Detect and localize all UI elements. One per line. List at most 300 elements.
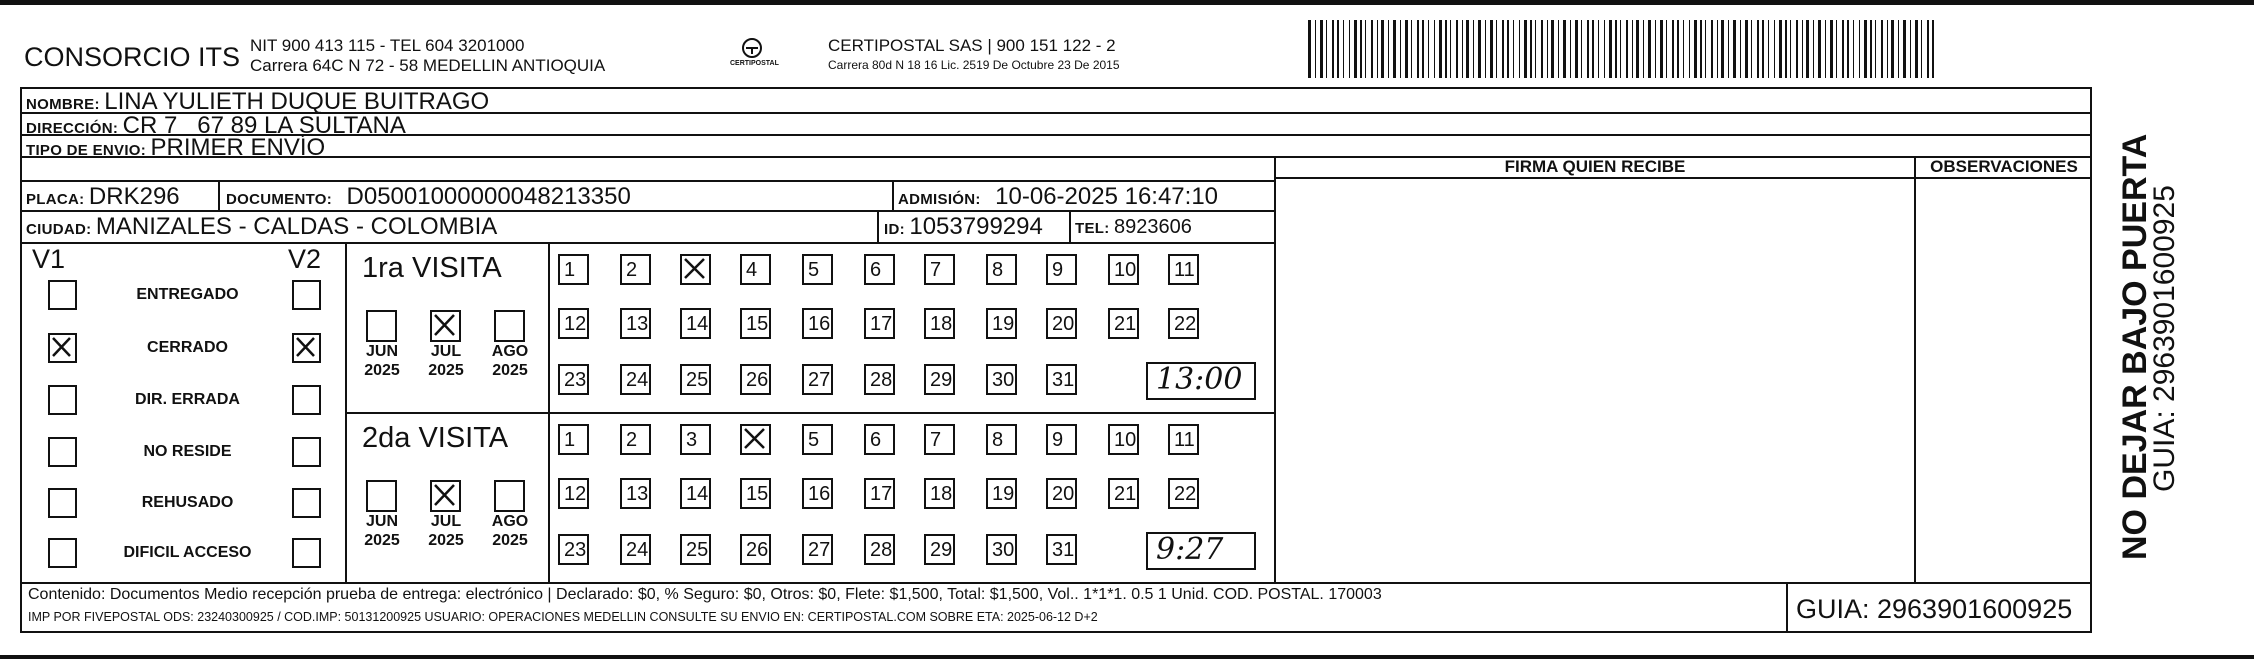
carrier-line2: Carrera 80d N 18 16 Lic. 2519 De Octubre 23 De 2015 [828, 58, 1120, 72]
firma-header: FIRMA QUIEN RECIBE [1504, 157, 1686, 176]
month-name: JUN [365, 343, 398, 360]
v1-checkbox[interactable] [48, 333, 77, 363]
v1-checkbox[interactable] [48, 280, 77, 310]
barcode-bar [1898, 20, 1899, 78]
status-label: DIR. ERRADA [135, 391, 240, 408]
day-box[interactable] [740, 534, 771, 565]
barcode-bar [1779, 20, 1782, 78]
day-box[interactable] [558, 534, 589, 565]
barcode-bar [1836, 20, 1837, 78]
visit-title: 1ra VISITA [362, 252, 502, 284]
barcode-bar [1853, 20, 1854, 78]
v2-label: V2 [288, 244, 322, 274]
barcode-bar [1349, 20, 1350, 78]
barcode-bar [1411, 20, 1412, 78]
barcode-bar [1626, 20, 1628, 78]
barcode-bar [1456, 20, 1458, 78]
carrier-line1: CERTIPOSTAL SAS | 900 151 122 - 2 [828, 36, 1116, 55]
visit-title: 2da VISITA [362, 422, 509, 454]
day-number: 16 [808, 313, 831, 335]
barcode-bar [1524, 20, 1527, 78]
day-box[interactable] [680, 364, 711, 395]
day-number: 1 [564, 429, 576, 451]
rule [1069, 210, 1071, 242]
barcode-bar [1388, 20, 1389, 78]
day-number: 27 [808, 369, 831, 391]
day-box[interactable] [620, 478, 651, 509]
day-box[interactable] [1046, 478, 1077, 509]
day-number: 8 [992, 259, 1004, 281]
day-box[interactable] [802, 424, 833, 455]
barcode-bar [1830, 20, 1833, 78]
rule [892, 180, 894, 210]
barcode-bar [1666, 20, 1667, 78]
barcode-graphic [1308, 20, 1938, 78]
barcode-bar [1728, 20, 1729, 78]
company-name: CONSORCIO ITS [24, 42, 241, 72]
day-number: 7 [930, 259, 942, 281]
barcode-bar [1381, 20, 1384, 78]
day-box[interactable] [558, 254, 589, 285]
month-label [490, 512, 530, 550]
nombre-value: LINA YULIETH DUQUE BUITRAGO [104, 88, 490, 115]
day-number: 29 [930, 539, 953, 561]
day-number: 20 [1052, 313, 1075, 335]
ciudad-label: CIUDAD: [26, 221, 92, 238]
day-box[interactable] [558, 478, 589, 509]
day-number: 24 [626, 369, 649, 391]
barcode-bar [1721, 20, 1724, 78]
barcode-bar [1473, 20, 1474, 78]
barcode-bar [1405, 20, 1408, 78]
check-x-icon [432, 482, 459, 510]
barcode-bar [1581, 20, 1582, 78]
day-number: 22 [1174, 313, 1197, 335]
barcode-bar [1354, 20, 1357, 78]
day-box[interactable] [1108, 478, 1139, 509]
day-number: 2 [626, 429, 638, 451]
day-box[interactable] [1168, 424, 1199, 455]
day-box[interactable] [558, 308, 589, 339]
day-box[interactable] [1046, 534, 1077, 565]
day-number: 21 [1114, 483, 1137, 505]
barcode-bar [1570, 20, 1571, 78]
day-number: 3 [686, 429, 698, 451]
day-box[interactable] [1046, 424, 1077, 455]
day-number: 15 [746, 313, 769, 335]
day-box[interactable] [864, 478, 895, 509]
barcode-bar [1796, 20, 1798, 78]
ciudad-value: MANIZALES - CALDAS - COLOMBIA [95, 213, 498, 240]
month-label [362, 512, 402, 550]
barcode-bar [1927, 20, 1929, 78]
day-box[interactable] [558, 364, 589, 395]
day-box[interactable] [802, 308, 833, 339]
barcode-bar [1751, 20, 1752, 78]
barcode-bar [1400, 20, 1401, 78]
barcode-bar [1450, 20, 1451, 78]
month-checkbox[interactable] [494, 310, 525, 342]
check-x-icon [50, 335, 75, 361]
day-box[interactable] [864, 308, 895, 339]
placa-field [26, 183, 180, 211]
day-number: 10 [1114, 259, 1137, 281]
barcode-bar [1903, 20, 1906, 78]
day-number: 26 [746, 369, 769, 391]
day-box[interactable] [1046, 364, 1077, 395]
v1-checkbox[interactable] [48, 538, 77, 568]
day-box[interactable] [802, 254, 833, 285]
barcode-bar [1813, 20, 1814, 78]
month-name: JUN [365, 513, 398, 530]
barcode-bar [1563, 20, 1566, 78]
day-number: 15 [746, 483, 769, 505]
direccion-label: DIRECCIÓN: [26, 120, 119, 137]
month-name: JUL [430, 513, 462, 530]
barcode-bar [1847, 20, 1849, 78]
rule [1274, 156, 1276, 582]
month-name: AGO [491, 343, 529, 360]
month-checkbox[interactable] [494, 480, 525, 512]
day-number: 12 [564, 313, 587, 335]
day-box[interactable] [1046, 254, 1077, 285]
barcode-bar [1864, 20, 1867, 78]
visit-time: 13:00 [1156, 362, 1243, 397]
barcode-bar [1502, 20, 1504, 78]
day-number: 23 [564, 369, 587, 391]
barcode-bar [1785, 20, 1787, 78]
day-box[interactable] [620, 308, 651, 339]
day-box[interactable] [986, 424, 1017, 455]
barcode-bar [1643, 20, 1644, 78]
documento-label: DOCUMENTO: [226, 191, 333, 208]
barcode-bar [1360, 20, 1362, 78]
barcode-bar [1818, 20, 1821, 78]
nombre-label: NOMBRE: [26, 96, 100, 113]
observaciones-header: OBSERVACIONES [1930, 157, 2078, 176]
day-box[interactable] [986, 364, 1017, 395]
day-box[interactable] [1108, 308, 1139, 339]
barcode-bar [1558, 20, 1559, 78]
barcode-bar [1881, 20, 1883, 78]
barcode-bar [1326, 20, 1327, 78]
v1-checkbox[interactable] [48, 437, 77, 467]
day-box[interactable] [924, 478, 955, 509]
day-box[interactable] [1046, 308, 1077, 339]
barcode-bar [1485, 20, 1486, 78]
barcode-bar [1615, 20, 1617, 78]
day-number: 2 [626, 259, 638, 281]
v2-checkbox[interactable] [292, 437, 321, 467]
barcode-bar [1655, 20, 1656, 78]
day-box[interactable] [740, 308, 771, 339]
day-number: 13 [626, 313, 649, 335]
day-box[interactable] [986, 308, 1017, 339]
day-box[interactable] [558, 424, 589, 455]
barcode-bar [1705, 20, 1706, 78]
barcode-bar [1694, 20, 1697, 78]
day-number: 17 [870, 313, 893, 335]
barcode-bar [1315, 20, 1316, 78]
day-number: 6 [870, 259, 882, 281]
side-guia: GUIA: 2963901600925 [2148, 185, 2181, 492]
placa-value: DRK296 [88, 183, 180, 210]
barcode-bar [1377, 20, 1378, 78]
day-box[interactable] [864, 364, 895, 395]
rule [345, 412, 1275, 414]
barcode-bar [1757, 20, 1759, 78]
month-year: 2025 [428, 532, 464, 549]
month-year: 2025 [428, 362, 464, 379]
day-box[interactable] [924, 424, 955, 455]
day-box[interactable] [620, 424, 651, 455]
day-box[interactable] [924, 534, 955, 565]
rule [218, 180, 220, 210]
barcode-bar [1700, 20, 1702, 78]
day-box[interactable] [620, 364, 651, 395]
day-box[interactable] [740, 478, 771, 509]
barcode-bar [1717, 20, 1718, 78]
day-box[interactable] [802, 478, 833, 509]
v2-checkbox[interactable] [292, 538, 321, 568]
day-number: 5 [808, 429, 820, 451]
barcode-bar [1332, 20, 1334, 78]
month-checkbox[interactable] [430, 310, 461, 342]
barcode-bar [1417, 20, 1419, 78]
barcode-bar [1462, 20, 1463, 78]
barcode-bar [1875, 20, 1876, 78]
barcode-bar [1921, 20, 1922, 78]
barcode-bar [1683, 20, 1684, 78]
day-box[interactable] [680, 254, 711, 285]
barcode-bar [1507, 20, 1509, 78]
admision-field [898, 183, 1218, 211]
day-box[interactable] [1168, 254, 1199, 285]
barcode-bar [1587, 20, 1589, 78]
barcode-bar [1434, 20, 1435, 78]
barcode-bar [1439, 20, 1442, 78]
day-box[interactable] [986, 478, 1017, 509]
barcode-bar [1592, 20, 1594, 78]
admision-label: ADMISIÓN: [898, 191, 981, 208]
day-box[interactable] [1168, 308, 1199, 339]
barcode-bar [1513, 20, 1514, 78]
footer-guia: GUIA: 2963901600925 [1796, 594, 2073, 624]
day-box[interactable] [1168, 478, 1199, 509]
month-year: 2025 [492, 362, 528, 379]
id-field [884, 213, 1043, 241]
day-number: 7 [930, 429, 942, 451]
month-label [362, 342, 402, 380]
day-box[interactable] [620, 254, 651, 285]
month-name: AGO [491, 513, 529, 530]
logo-text: CERTIPOSTAL [730, 60, 779, 67]
month-checkbox[interactable] [430, 480, 461, 512]
top-border [0, 0, 2254, 5]
day-number: 20 [1052, 483, 1075, 505]
rule [20, 582, 2092, 584]
footer-line2: IMP POR FIVEPOSTAL ODS: 23240300925 / COD.IMP: 50131200925 USUARIO: OPERACIONES MEDELLIN CONSULTE SU ENVIO EN: CERTIPOSTAL.COM SOBRE ETA: 2025-06-12 D+2 [28, 610, 1098, 624]
footer-line1: Contenido: Documentos Medio recepción prueba de entrega: electrónico | Declarado: $0, % Seguro: $0, Otros: $0, Flete: $1,500, Total: $1,500, Vol.. 1*1*1. 0.5 1 Unid. COD. POSTAL. 170003 [28, 586, 1382, 603]
day-box[interactable] [986, 534, 1017, 565]
barcode-bar [1891, 20, 1894, 78]
barcode-bar [1428, 20, 1429, 78]
barcode-bar [1598, 20, 1599, 78]
visit-time-box [1146, 362, 1256, 400]
day-x-icon [742, 426, 769, 453]
month-year: 2025 [492, 532, 528, 549]
day-box[interactable] [802, 364, 833, 395]
day-box[interactable] [864, 424, 895, 455]
status-label: NO RESIDE [143, 443, 232, 460]
rule [20, 180, 1275, 182]
barcode-bar [1910, 20, 1911, 78]
barcode-bar [1806, 20, 1809, 78]
barcode-bar [1575, 20, 1578, 78]
day-box[interactable] [986, 254, 1017, 285]
v1-checkbox[interactable] [48, 385, 77, 415]
day-number: 9 [1052, 429, 1064, 451]
day-number: 21 [1114, 313, 1137, 335]
day-box[interactable] [1108, 254, 1139, 285]
check-x-icon [432, 312, 459, 340]
day-number: 14 [686, 483, 709, 505]
barcode-bar [1802, 20, 1803, 78]
barcode-bar [1337, 20, 1339, 78]
id-value: 1053799294 [909, 213, 1043, 240]
day-number: 11 [1174, 259, 1195, 281]
barcode [1308, 20, 1938, 78]
barcode-bar [1859, 20, 1860, 78]
month-label [490, 342, 530, 380]
barcode-bar [1371, 20, 1373, 78]
barcode-bar [1774, 20, 1775, 78]
barcode-bar [1496, 20, 1497, 78]
day-number: 14 [686, 313, 709, 335]
status-label: DIFICIL ACCESO [123, 544, 252, 561]
barcode-bar [1365, 20, 1366, 78]
barcode-bar [1393, 20, 1396, 78]
v2-checkbox[interactable] [292, 488, 321, 518]
day-box[interactable] [924, 308, 955, 339]
visit-time-box [1146, 532, 1256, 570]
day-box[interactable] [680, 308, 711, 339]
v2-checkbox[interactable] [292, 280, 321, 310]
day-box[interactable] [924, 254, 955, 285]
barcode-bar [1609, 20, 1612, 78]
day-box[interactable] [620, 534, 651, 565]
barcode-bar [1636, 20, 1639, 78]
day-number: 30 [992, 539, 1015, 561]
company-line1: NIT 900 413 115 - TEL 604 3201000 [250, 36, 525, 55]
barcode-bar [1660, 20, 1663, 78]
month-checkbox[interactable] [366, 310, 397, 342]
barcode-bar [1762, 20, 1764, 78]
barcode-bar [1870, 20, 1872, 78]
barcode-bar [1478, 20, 1481, 78]
month-checkbox[interactable] [366, 480, 397, 512]
v2-checkbox[interactable] [292, 333, 321, 363]
day-box[interactable] [924, 364, 955, 395]
barcode-bar [1689, 20, 1690, 78]
barcode-bar [1768, 20, 1769, 78]
barcode-bar [1672, 20, 1674, 78]
day-number: 6 [870, 429, 882, 451]
day-box[interactable] [1108, 424, 1139, 455]
rule [1786, 582, 1788, 632]
barcode-bar [1733, 20, 1736, 78]
day-number: 30 [992, 369, 1015, 391]
barcode-bar [1519, 20, 1520, 78]
tel-label: TEL: [1075, 220, 1110, 237]
barcode-bar [1932, 20, 1934, 78]
no-dejar-bajo-puerta: NO DEJAR BAJO PUERTA [2116, 133, 2154, 560]
id-label: ID: [884, 221, 905, 238]
day-number: 10 [1114, 429, 1137, 451]
month-year: 2025 [364, 362, 400, 379]
day-number: 18 [930, 483, 953, 505]
day-box[interactable] [680, 478, 711, 509]
tel-field [1075, 216, 1192, 239]
tel-value: 8923606 [1113, 216, 1192, 238]
day-box[interactable] [740, 254, 771, 285]
day-box[interactable] [864, 534, 895, 565]
status-label: REHUSADO [141, 494, 234, 511]
day-number: 19 [992, 313, 1015, 335]
day-x-icon [682, 256, 709, 283]
day-number: 5 [808, 259, 820, 281]
day-number: 29 [930, 369, 953, 391]
barcode-bar [1535, 20, 1536, 78]
month-label [426, 512, 466, 550]
day-number: 24 [626, 539, 649, 561]
day-number: 23 [564, 539, 587, 561]
v1-checkbox[interactable] [48, 488, 77, 518]
barcode-bar [1466, 20, 1469, 78]
day-box[interactable] [802, 534, 833, 565]
v2-checkbox[interactable] [292, 385, 321, 415]
barcode-bar [1445, 20, 1447, 78]
day-number: 26 [746, 539, 769, 561]
day-number: 16 [808, 483, 831, 505]
ciudad-field [26, 213, 497, 241]
barcode-bar [1620, 20, 1621, 78]
day-number: 19 [992, 483, 1015, 505]
tipo-label: TIPO DE ENVIO: [26, 142, 147, 159]
barcode-bar [1551, 20, 1554, 78]
tipo-field [26, 134, 325, 162]
day-box[interactable] [740, 424, 771, 455]
day-box[interactable] [864, 254, 895, 285]
status-label: CERRADO [147, 339, 228, 356]
barcode-bar [1842, 20, 1844, 78]
day-number: 4 [746, 259, 758, 281]
barcode-bar [1915, 20, 1918, 78]
day-box[interactable] [680, 534, 711, 565]
barcode-bar [1490, 20, 1493, 78]
barcode-bar [1308, 20, 1311, 78]
day-number: 22 [1174, 483, 1197, 505]
rule [877, 210, 879, 242]
day-number: 25 [686, 369, 709, 391]
day-number: 12 [564, 483, 587, 505]
day-box[interactable] [740, 364, 771, 395]
day-box[interactable] [680, 424, 711, 455]
day-number: 1 [564, 259, 576, 281]
company-line2: Carrera 64C N 72 - 58 MEDELLIN ANTIOQUIA [250, 56, 606, 75]
barcode-bar [1790, 20, 1791, 78]
tipo-value: PRIMER ENVÍO [150, 134, 326, 161]
